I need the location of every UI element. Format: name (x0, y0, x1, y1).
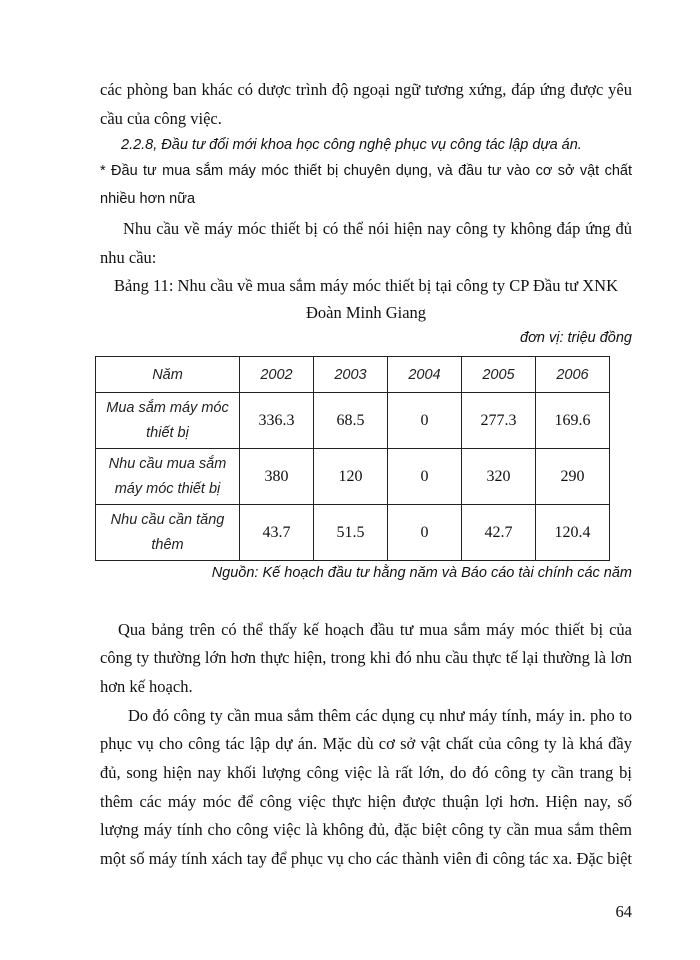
value-cell: 120 (314, 449, 388, 505)
table-row (96, 393, 610, 449)
value-cell: 68.5 (314, 393, 388, 449)
paragraph-line: các phòng ban khác có dược trình độ ngoại ngữ tương xứng, đáp ứng được yêu (100, 80, 632, 99)
table-row (96, 449, 610, 505)
value-cell: 51.5 (314, 505, 388, 561)
paragraph-line: thêm các máy móc để công việc thực hiện được thuận lợi hơn. Hiện nay, số (100, 792, 632, 811)
page-number: 64 (615, 902, 632, 921)
section-heading: 2.2.8, Đầu tư đổi mới khoa học công nghệ phục vụ công tác lập dựa án. (121, 137, 582, 153)
table-header-row (96, 357, 610, 393)
value-cell: 0 (388, 393, 462, 449)
table-caption: Bảng 11: Nhu cầu về mua sắm máy móc thiết bị tại công ty CP Đầu tư XNK (113, 276, 618, 295)
year-cell: 2006 (536, 357, 610, 393)
paragraph-line: nhu cầu: (100, 248, 157, 267)
value-cell: 0 (388, 505, 462, 561)
year-cell: 2003 (314, 357, 388, 393)
row-label: Mua sắm máy móc thiết bị (96, 393, 240, 449)
value-cell: 0 (388, 449, 462, 505)
paragraph-line: một số máy tính xách tay để phục vụ cho các thành viên đi công tác xa. Đặc biệt (100, 849, 632, 868)
unit-note: đơn vị: triệu đồng (520, 330, 632, 346)
paragraph-line: hơn kế hoạch. (100, 677, 193, 696)
paragraph-line: phục vụ cho công tác lập dự án. Mặc dù cơ sở vật chất của công ty là khá đầy (100, 734, 632, 753)
value-cell: 320 (462, 449, 536, 505)
year-cell: 2002 (240, 357, 314, 393)
row-label: Nhu cầu mua sắm máy móc thiết bị (96, 449, 240, 505)
table-header-cell: Năm (96, 357, 240, 393)
paragraph-line: cầu của công việc. (100, 109, 222, 128)
paragraph-line: Qua bảng trên có thể thấy kế hoạch đầu tư mua sắm máy móc thiết bị của (118, 620, 632, 639)
paragraph-line: Do đó công ty cần mua sắm thêm các dụng cụ như máy tính, máy in. pho to (128, 706, 632, 725)
value-cell: 169.6 (536, 393, 610, 449)
table-row (96, 505, 610, 561)
row-label: Nhu cầu cần tăng thêm (96, 505, 240, 561)
value-cell: 43.7 (240, 505, 314, 561)
value-cell: 336.3 (240, 393, 314, 449)
source-note: Nguồn: Kế hoạch đầu tư hằng năm và Báo cáo tài chính các năm (211, 565, 632, 581)
year-cell: 2005 (462, 357, 536, 393)
value-cell: 120.4 (536, 505, 610, 561)
bullet-line: nhiều hơn nữa (100, 191, 196, 207)
paragraph-line: lượng máy tính cho công việc là không đủ, đặc biệt công ty cần mua sắm thêm (100, 820, 632, 839)
paragraph-line: công ty thường lớn hơn thực hiện, trong khi đó nhu cầu thực tế lại thường là lơn (100, 648, 632, 667)
year-cell: 2004 (388, 357, 462, 393)
value-cell: 380 (240, 449, 314, 505)
data-table (95, 356, 610, 561)
bullet-line: * Đầu tư mua sắm máy móc thiết bị chuyên dụng, và đầu tư vào cơ sở vật chất (100, 163, 632, 179)
value-cell: 42.7 (462, 505, 536, 561)
table-caption: Đoàn Minh Giang (305, 303, 427, 322)
value-cell: 290 (536, 449, 610, 505)
paragraph-line: đủ, song hiện nay khối lượng công việc là rất lớn, do đó công ty cần trang bị (100, 763, 632, 782)
paragraph-line: Nhu cầu về máy móc thiết bị có thể nói hiện nay công ty không đáp ứng đủ (123, 219, 632, 238)
value-cell: 277.3 (462, 393, 536, 449)
